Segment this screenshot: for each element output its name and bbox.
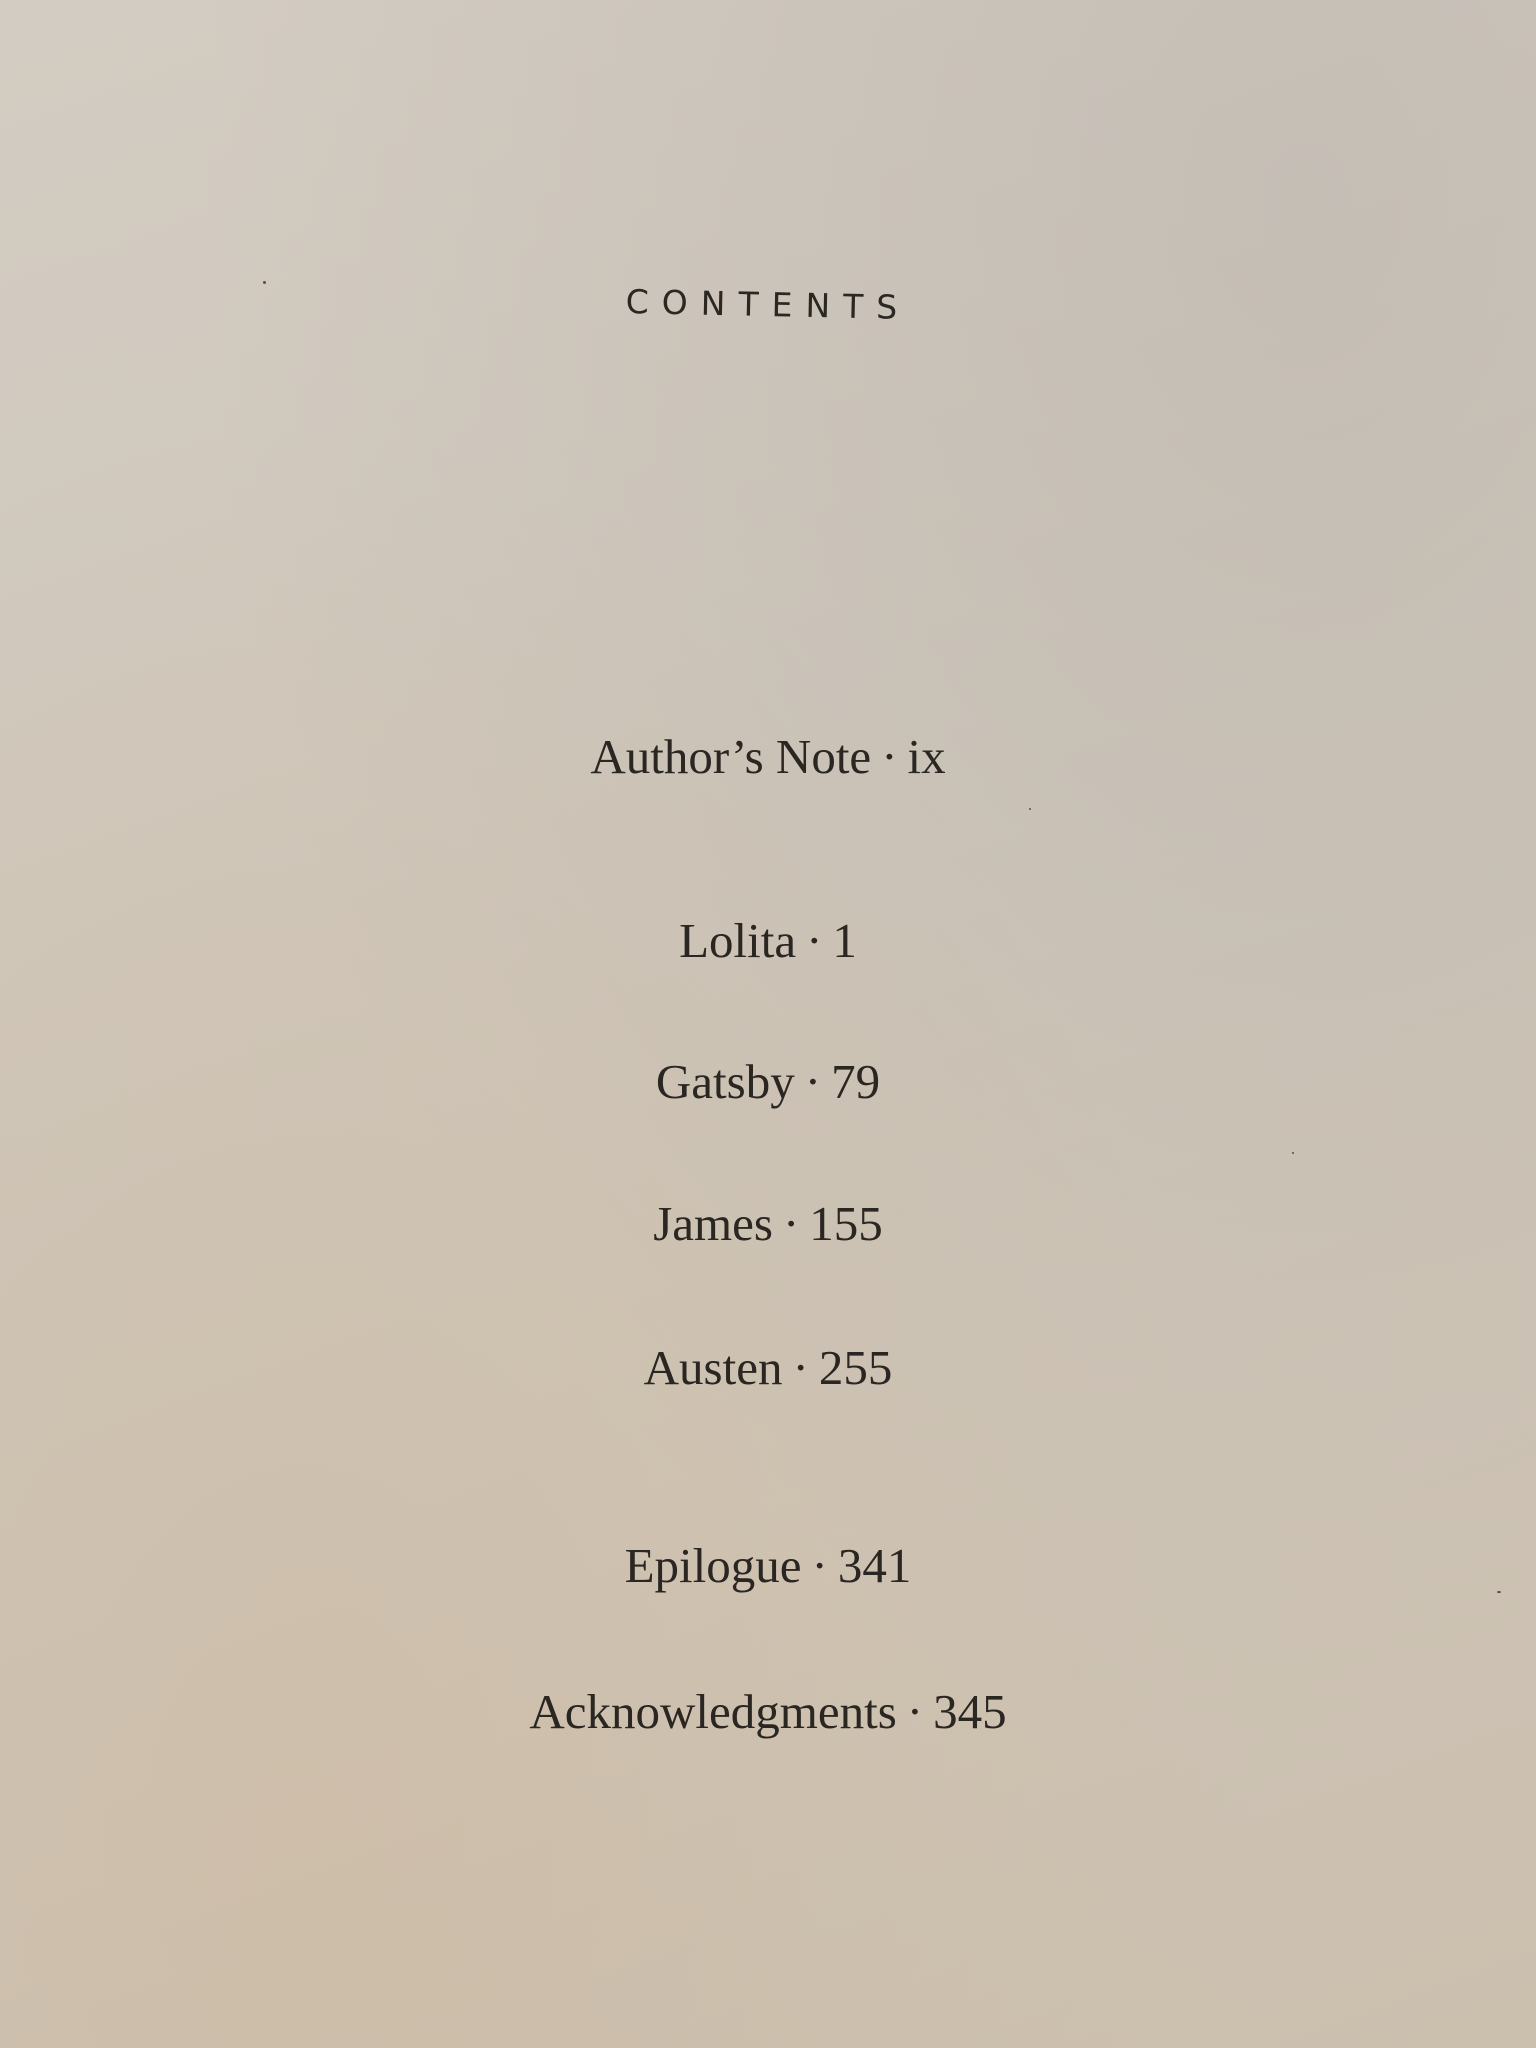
toc-entry-page: 341 [837,1538,912,1593]
toc-entry-title: Austen [643,1340,783,1395]
toc-entry-page: 1 [832,913,857,968]
contents-heading: CONTENTS [625,282,911,327]
toc-entry-page: 255 [818,1340,893,1395]
toc-entry-title: James [653,1196,773,1251]
toc-entry-james [0,1195,1536,1252]
toc-entry-page: 345 [933,1684,1007,1739]
toc-entry-title: Acknowledgments [529,1684,897,1739]
toc-entry-authors-note [0,728,1536,785]
toc-separator: · [782,1196,800,1251]
paper-speck [263,281,266,284]
toc-entry-austen [0,1339,1536,1396]
paper-speck [1497,1591,1501,1593]
toc-entry-title: Epilogue [624,1538,802,1593]
toc-entry-title: Gatsby [655,1054,795,1109]
paper-speck [1029,808,1031,810]
toc-separator: · [881,729,898,784]
toc-entry-title: Lolita [679,913,797,968]
toc-entry-page: 79 [831,1054,881,1109]
toc-entry-acknowledgments [0,1683,1536,1740]
toc-entry-page: 155 [809,1196,883,1251]
toc-entry-epilogue [0,1537,1536,1594]
toc-separator: · [811,1538,828,1593]
toc-separator: · [804,1054,822,1109]
toc-entry-title: Author’s Note [590,729,872,784]
toc-separator: · [906,1684,924,1739]
toc-entry-gatsby [0,1053,1536,1110]
toc-separator: · [792,1340,809,1395]
toc-separator: · [806,913,823,968]
paper-speck [1292,1152,1294,1154]
toc-entry-page: ix [907,729,946,784]
toc-entry-lolita [0,912,1536,969]
